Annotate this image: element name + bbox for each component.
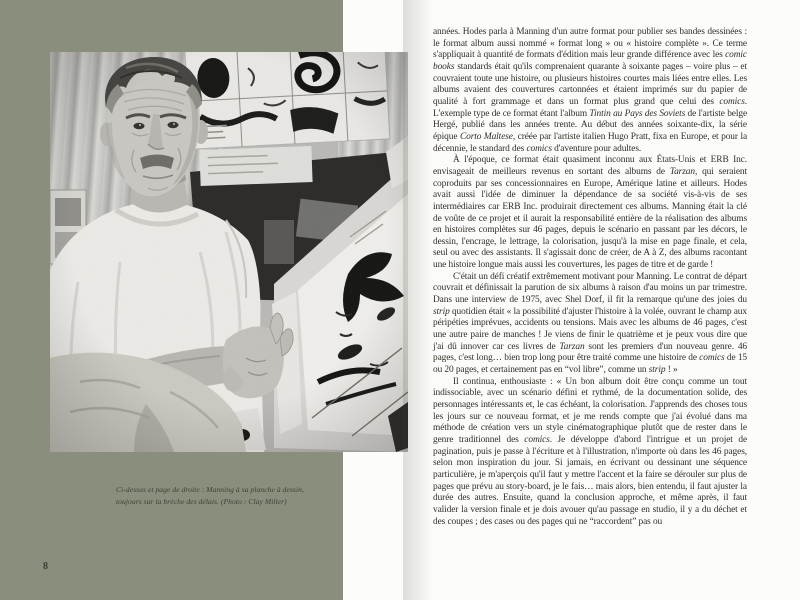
italic-text: comics: [699, 353, 725, 364]
text-run: ! »: [665, 365, 678, 376]
italic-text: Tarzan: [669, 166, 695, 177]
text-run: d'aventure pour adultes.: [551, 143, 642, 154]
italic-text: Tarzan: [559, 341, 585, 352]
text-run: standards était qu'ils comprenaient quarante à soixante pages – voire plus – et couvraient toute une histoire, ou plusieurs histoires courtes mais liées entre elles. Les albums avaient des couvertures cartonnées et étaient imprimés sur du papier de qualité à fort grammage et dans un format plus grand que celui des: [433, 61, 747, 107]
photo-caption-line2: toujours sur la brèche des délais. (Photo : Clay Miller): [116, 497, 287, 506]
paragraph: [433, 155, 747, 272]
photo-caption-line1: Ci-dessus et page de droite : Manning à sa planche à dessin,: [116, 485, 304, 494]
photo-grain: [50, 52, 408, 452]
text-run: de l'artiste belge Hergé, publié dans les années trente. Au début des années soixante-dix, la série épique: [433, 108, 748, 142]
text-run: années. Hodes parla à Manning d'un autre format pour publier ses bandes dessinées : le format album aussi nommé « format long » ou « histoire complète ». Ce terme s'appliquait à quantité de formats d'édition mais leur grande différence avec les: [433, 27, 747, 61]
italic-text: strip: [648, 365, 666, 376]
page-number-left: 8: [43, 561, 48, 572]
photo-caption: [116, 484, 316, 508]
italic-text: strip: [433, 306, 450, 317]
paragraph: [433, 27, 747, 155]
text-run: quotidien était « la possibilité d'ajuster l'histoire à la volée, ouvrant le champ aux péripéties imprévues, accidents ou tensions. Mais avec les albums de 46 pages, c'est une autre paire de manches ! Je viens de finir le quatrième et je peux vous dire que j'ai dû innover car ces livres de: [433, 306, 747, 352]
text-run: de 15 ou 20 pages, et certainement pas en “vol libre”, comme un: [433, 353, 747, 376]
photo-russ-manning: [50, 52, 408, 452]
text-run: sont les premiers d'un nouveau genre. 46 pages, c'est long… bien trop long pour être traité comme une histoire de: [433, 341, 747, 364]
text-run: . Je développe d'abord l'intrigue et un projet de pagination, puis je passe à l'écriture et à l'illustration, n'importe où dans les 46 pages, selon mon inspiration du jour. Si jamais, en écrivant ou dessinant une séquence particulière, je m'aperçois qu'il faut y mettre l'accent et la faire se dérouler sur plus de pages que prévu au story-board, je le fais… mais alors, bien entendu, il faut ajuster la durée des autres. Ensuite, quand la conclusion approche, et même après, il faut valider la version finale et je dois avouer qu'au passage en studio, il y a du déchet et des coupes ; des cases ou des pages qui ne “raccordent” pas ou: [433, 434, 748, 527]
paragraph: [433, 272, 747, 377]
text-run: Il continua, enthousiaste : « Un bon album doit être conçu comme un tout indissociable, avec un scénario défini et rythmé, de la documentation solide, des personnages intéressants et, le cas échéant, la colorisation. J'apprends des choses tous les jours sur ce nouveau format, et je me rends compte que j'ai évolué dans ma méthode de création vers un style cinématographique plutôt que de rester dans le genre traditionnel des: [433, 376, 747, 445]
italic-text: comics: [524, 434, 550, 445]
italic-text: Tintin au Pays des Soviets: [589, 108, 686, 119]
text-run: . L'exemple type de ce format étant l'album: [433, 96, 747, 119]
photo-illustration: [50, 52, 408, 452]
italic-text: comics: [526, 143, 552, 154]
text-run: , créée par l'artiste italien Hugo Pratt, fixa en Europe, et pour la décennie, le standard des: [433, 131, 748, 154]
italic-text: comics: [719, 96, 745, 107]
text-run: C'était un défi créatif extrêmement motivant pour Manning. Le contrat de départ couvrait et définissait la parution de six albums à raison d'au moins un par trimestre. Dans une interview de 1975, avec Shel Dorf, il fit la remarque qu'une des joies du: [433, 271, 747, 306]
text-run: , qui seraient coproduits par ses concessionnaires en Europe, Amérique latine et ailleurs. Hodes avait aussi l'idée de diminuer la dépendance de sa société vis-à-vis de ses intermédiaires car ERB Inc. produirait directement ces albums. Manning était la clé de voûte de ce projet et il aurait la responsabilité entière de la réalisation des albums en histoires complètes sur 46 pages, depuis le scénario en passant par les décors, le dessin, l'encrage, le lettrage, la colorisation, jusqu'à la mise en page finale, et cela, seul ou avec des assistants. Il s'agissait donc de créer, de A à Z, des albums racontant une histoire longue mais aussi les couvertures, les pages de titre et de garde !: [433, 166, 747, 271]
text-run: À l'époque, ce format était quasiment inconnu aux États-Unis et ERB Inc. envisageait de meilleurs revenus en sortant des albums de: [433, 155, 747, 177]
paragraph: [433, 377, 747, 529]
italic-text: Corto Maltese: [459, 131, 513, 142]
body-text-column: [433, 27, 747, 528]
italic-text: comic books: [433, 50, 747, 72]
